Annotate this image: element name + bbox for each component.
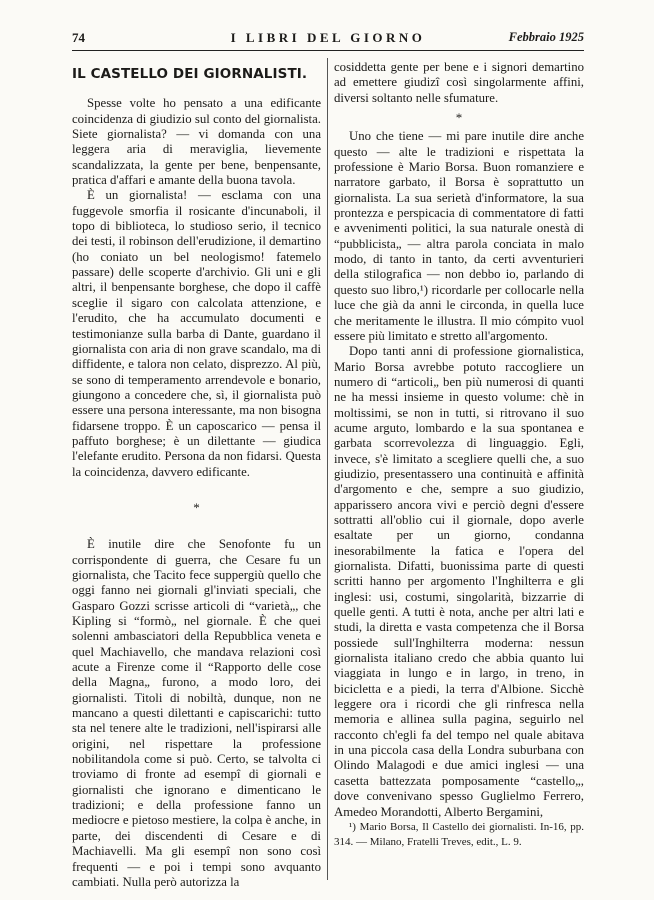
header-rule — [72, 50, 584, 51]
page-number: 74 — [72, 30, 85, 45]
section-separator: * — [193, 499, 200, 515]
paragraph: Spesse volte ho pensato a una edificante coincidenza di giudizio sul conto del giornalista. Siete giornalista? — vi domanda con una leggera aria di meraviglia, lievemente scandalizzata, la gente per bene, benpensante, pratica d'affari e amante della buona tavola. — [72, 96, 321, 188]
article-title: IL CASTELLO DEI GIORNALISTI. — [72, 66, 308, 82]
paragraph: È inutile dire che Senofonte fu un corrispondente di guerra, che Cesare fu un giornalista, che Tacito fece suppergiù quello che oggi fanno nei giornali gl'inviati speciali, che Gasparo Gozzi scrisse articoli di “varietà„, che Kipling si “formò„ nel giornale. È che quei solenni ambasciatori della Repubblica veneta e quel Machiavello, che mandava relazioni così acute a Firenze come il “Rapporto delle cose della Magna„ furono, a modo loro, dei giornalisti. Titoli di nobiltà, dunque, non ne mancano a questi dilettanti e capiscarichi: tutto sta nel tenere alte le tradizioni, nell'ispirarsi alle origini, nel rispettare la professione nobilitandola come si può. Certo, se talvolta ci troviamo di fronte ad esempî di giornali e giornalisti che ignorano e dimenticano le tradizioni; e della professione fanno un mediocre e pietoso mestiere, la colpa è anche, in parte, dei discendenti di Cesare e di Machiavelli. Ma gli esempî non sono così frequenti — e poi i tempi sono avquanto cambiati. Nulla però autorizza la — [72, 537, 321, 889]
running-title: I LIBRI DEL GIORNO — [230, 30, 426, 45]
right-column — [334, 60, 584, 850]
column-divider — [327, 58, 328, 880]
paragraph: Dopo tanti anni di professione giornalistica, Mario Borsa avrebbe potuto raccogliere un numero di “articoli„ ben più numerosi di quanti ne ha messi insieme in questo volume: chè in moltissimi, se non in tutti, si ritrovano il suo acume arguto, lombardo e la sua spontanea e garbata scorrevolezza di linguaggio. Egli, invece, s'è limitato a scegliere quelli che, a suo giudizio, presentassero una continuità e affinità d'argomento e che, sempre a suo giudizio, apparissero ancora vivi e perciò degni d'essere sottratti all'oblio cui il giornale, dopo averle esaltate per un giorno, condanna inesorabilmente la fatica e l'opera del giornalista. Difatti, buonissima parte di questi scritti hanno per argomento l'Inghilterra e gli inglesi: usi, costumi, singolarità, bizzarrie di quelle genti. A tutti è nota, anche per altri lati e studi, la diretta e vasta competenza che il Borsa possiede sull'Inghilterra moderna: nessun giornalista italiano credo che abbia quanto lui viaggiata in lungo e in largo, in treno, in bicicletta e a piedi, la terra d'Albione. Sicchè leggere ora i ricordi che gli rinfresca nella memoria e allinea sulla pagina, seguirlo nel racconto ch'egli fa del tempo nel quale abitava in una piccola casa della Londra suburbana con Olindo Malagodi e due amici inglesi — una casetta battezzata pomposamente “castello„, dove convenivano spesso Guglielmo Ferrero, Amedeo Morandotti, Alberto Bergamini, — [334, 344, 584, 819]
paragraph: cosiddetta gente per bene e i signori demartino ad emettere giudizî così singolarmente affini, diversi soltanto nelle sfumature. — [334, 60, 584, 105]
section-separator: * — [455, 110, 463, 126]
issue-date: Febbraio 1925 — [508, 30, 584, 44]
left-column — [72, 60, 321, 890]
paragraph: È un giornalista! — esclama con una fuggevole smorfia il rosicante d'incunaboli, il topo di biblioteca, lo studioso serio, il tecnico dei testi, il robinson dell'erudizione, il demartino (ho coniato un bel neologismo! fatemelo passare) delle scoperte d'archivio. Gli uni e gli altri, il benpensante borghese, che dopo il caffè sceglie il sigaro con calcolata attenzione, e l'erudito, che ha accumulato documenti e testimonianze sulla barba di Dante, guardano il giornalista con aria di non grave scandalo, ma di diffidente, e talora non celato, disprezzo. Al più, se sono di temperamento arrendevole e bonario, giungono a concedere che, sì, il giornalista può essere una persona interessante, ma non bisogna fidarsene troppo. È un caposcarico — pensa il paffuto borghese; è un dilettante — giudica l'elefante erudito. Persona da non fidarsi. Questa la coincidenza, davvero edificante. — [72, 188, 321, 479]
footnote: ¹) Mario Borsa, Il Castello dei giornalisti. In-16, pp. 314. — Milano, Fratelli Treves, edit., L. 9. — [334, 820, 584, 848]
paragraph: Uno che tiene — mi pare inutile dire anche questo — alte le tradizioni e rispettata la professione è Mario Borsa. Buon romanziere e narratore garbato, il Borsa è soprattutto un giornalista. La sua serietà d'informatore, la sua prontezza e perspicacia di commentatore di fatti e avvenimenti politici, la sua naturale onestà di “pubblicista„ — altra parola conciata in malo modo, di tanto in tanto, da certi avventurieri della stilografica — non debbo io, parlando di questo suo libro,¹) ricordarle per collocarle nella luce che già da anni le circonda, in quella luce che meritamente le illustra. Il mio cómpito vuol essere più limitato e stretto all'argomento. — [334, 129, 584, 343]
running-header — [72, 30, 584, 50]
